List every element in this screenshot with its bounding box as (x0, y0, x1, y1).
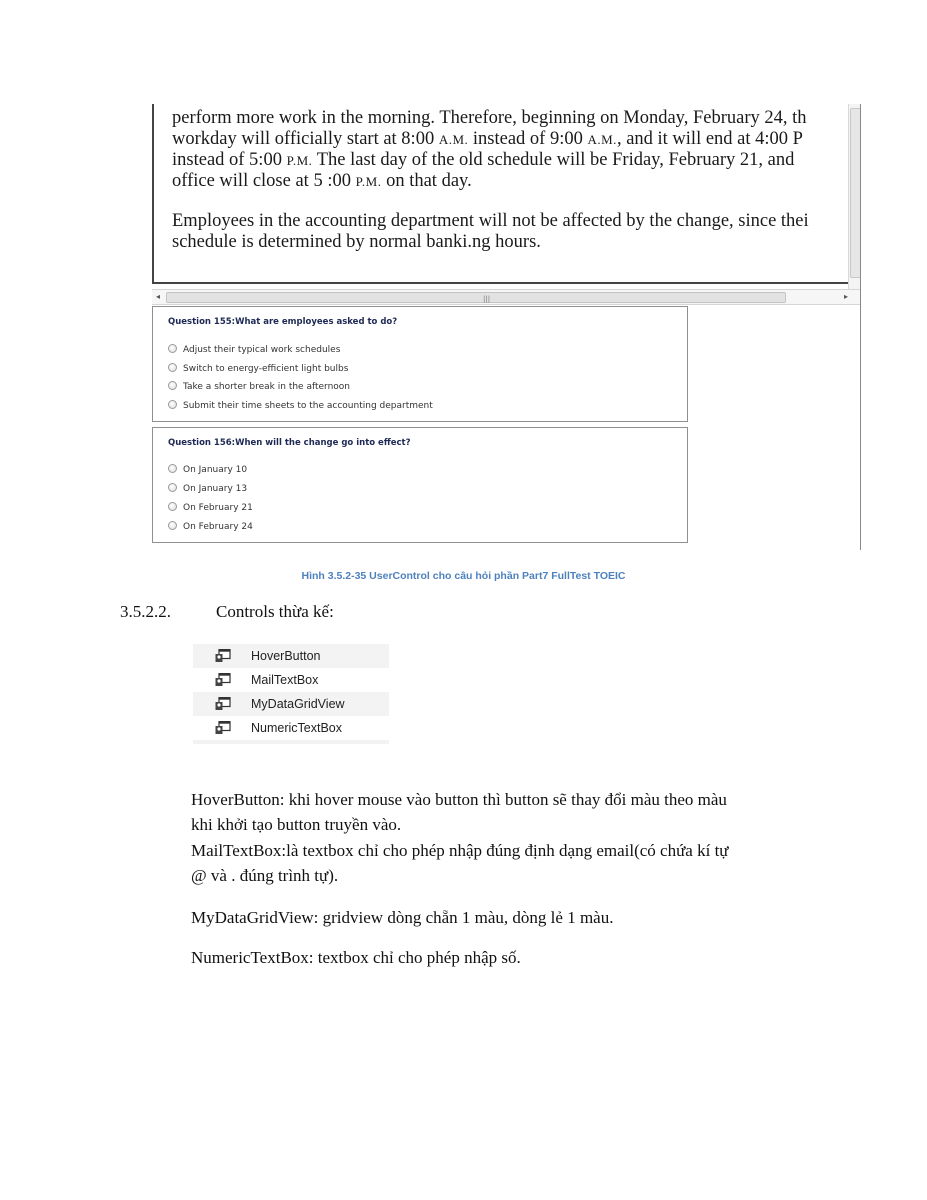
radio-button[interactable] (168, 363, 177, 372)
question-title: Question 156:When will the change go into effect? (168, 438, 411, 448)
answer-option[interactable]: Take a shorter break in the afternoon (168, 381, 350, 393)
toolbox-controls-list (193, 644, 389, 744)
radio-button[interactable] (168, 521, 177, 530)
user-control-icon (215, 649, 231, 663)
toolbox-item-label: MyDataGridView (251, 697, 345, 711)
user-control-icon (215, 673, 231, 687)
toeic-usercontrol-screenshot (0, 0, 927, 560)
reading-passage-panel (152, 104, 850, 284)
section-heading (120, 602, 334, 622)
answer-option[interactable]: On January 13 (168, 483, 247, 495)
description-mydatagridview: MyDataGridView: gridview dòng chẵn 1 màu, dòng lẻ 1 màu. (191, 908, 614, 927)
answer-option[interactable]: On February 21 (168, 502, 253, 514)
horizontal-scrollbar[interactable] (152, 289, 860, 305)
radio-button[interactable] (168, 483, 177, 492)
answer-option[interactable]: On January 10 (168, 464, 247, 476)
question-155-box (152, 306, 688, 422)
toolbox-item[interactable] (193, 716, 389, 740)
passage-line: Employees in the accounting department will not be affected by the change, since thei (172, 211, 809, 231)
answer-option[interactable]: Switch to energy-efficient light bulbs (168, 363, 348, 375)
user-control-icon (215, 721, 231, 735)
description-hoverbutton: HoverButton: khi hover mouse vào button thì button sẽ thay đổi màu theo màu khi khởi tạo button truyền vào. (191, 790, 727, 834)
description-mailtextbox: MailTextBox:là textbox chỉ cho phép nhập đúng định dạng email(có chứa kí tự @ và . đúng trình tự). (191, 841, 729, 885)
question-title: Question 155:What are employees asked to do? (168, 317, 398, 327)
passage-line: perform more work in the morning. Therefore, beginning on Monday, February 24, th (172, 108, 807, 128)
answer-option[interactable]: Adjust their typical work schedules (168, 344, 340, 356)
scroll-left-arrow-icon[interactable]: ◂ (155, 292, 160, 301)
radio-button[interactable] (168, 344, 177, 353)
toolbox-item-label: HoverButton (251, 649, 321, 663)
reading-passage: perform more work in the morning. Therefore, beginning on Monday, February 24, th workday will officially start at 8:00 A.M. instead of 9:00 A.M., and it will end at 4:00 P instead of 5:00 P.M. The last day of the old schedule will be Friday, February 21, and office will close at 5 :00 P.M. on that day. Employees in the accounting department will not be affected by the change, since thei schedule is determined by normal banki.ng hours. (172, 108, 809, 252)
scroll-grip-icon: ||| (483, 295, 491, 303)
panel-border (860, 104, 861, 550)
radio-button[interactable] (168, 502, 177, 511)
radio-button[interactable] (168, 381, 177, 390)
question-156-box (152, 427, 688, 543)
toolbox-item[interactable] (193, 692, 389, 716)
radio-button[interactable] (168, 400, 177, 409)
toolbox-item-label: NumericTextBox (251, 721, 342, 735)
radio-button[interactable] (168, 464, 177, 473)
toolbox-item[interactable] (193, 644, 389, 668)
horizontal-scroll-thumb[interactable] (166, 292, 786, 303)
passage-line: instead of 5:00 (172, 150, 287, 170)
scroll-right-arrow-icon[interactable]: ▸ (843, 292, 848, 301)
section-title: Controls thừa kế: (216, 602, 334, 621)
passage-line: workday will officially start at 8:00 (172, 129, 439, 149)
passage-line: schedule is determined by normal banki.ng hours. (172, 232, 541, 252)
answer-option[interactable]: Submit their time sheets to the accounting department (168, 400, 433, 412)
user-control-icon (215, 697, 231, 711)
section-number: 3.5.2.2. (120, 602, 171, 621)
toolbox-item[interactable] (193, 668, 389, 692)
answer-option[interactable]: On February 24 (168, 521, 253, 533)
passage-line: office will close at 5 :00 (172, 171, 356, 191)
toolbox-item-label: MailTextBox (251, 673, 319, 687)
figure-caption: Hình 3.5.2-35 UserControl cho câu hỏi phần Part7 FullTest TOEIC (301, 570, 626, 582)
description-numerictextbox: NumericTextBox: textbox chỉ cho phép nhập số. (191, 948, 521, 967)
